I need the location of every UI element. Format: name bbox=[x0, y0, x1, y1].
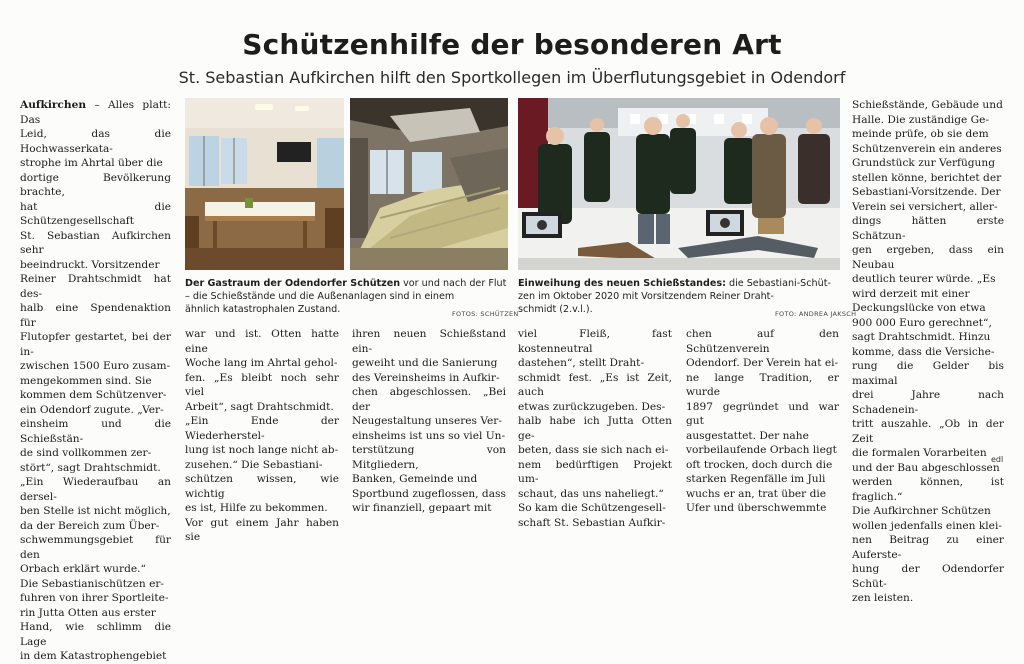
author-initials: edl bbox=[991, 455, 1004, 464]
subheadline: St. Sebastian Aufkirchen hilft den Sportkollegen im Überflutungsgebiet in Odendorf bbox=[178, 68, 846, 87]
caption-clubroom-text: vor und nach der Flut – die Schießstände und die Außenanlagen sind in einem ähnlich katastrophalen Zustand. bbox=[185, 278, 507, 315]
article-column-4: viel Fleiß, fast kostenneutral dastehen“, stellt Draht- schmidt fest. „Es ist Zeit, auch etwas zurückzugeben. Des- halb habe ich Jutta Otten ge- beten, dass sie sich nach ei- nem bedürftigen Projekt um- schaut, das uns naheliegt.“ So kam die Schützengesell- schaft St. Sebastian Aufkir- bbox=[518, 328, 672, 529]
dateline: Aufkirchen bbox=[20, 99, 87, 111]
photo-shooting-range-inauguration bbox=[518, 98, 840, 270]
photo-credit-left: FOTOS: SCHÜTZEN bbox=[452, 310, 519, 318]
headline: Schützenhilfe der besonderen Art bbox=[242, 28, 782, 61]
caption-inauguration-title: Einweihung des neuen Schießstandes: bbox=[518, 278, 726, 289]
photo-clubroom-after bbox=[350, 98, 508, 270]
article-column-6: Schießstände, Gebäude und Halle. Die zuständige Ge- meinde prüfe, ob sie dem Schützenverein ein anderes Grundstück zur Verfügung stellen könne, berichtet der Sebastiani-Vorsitzende. Der Verein sei versichert, aller- dings hätten erste Schätzun- gen ergeben, dass ein Neubau deutlich teurer würde. „Es wird derzeit mit einer Deckungslücke von etwa 900 000 Euro gerechnet“, sagt Drahtschmidt. Hinzu komme, dass die Versiche- rung die Gelder bis maximal drei Jahre nach Schadenein- tritt auszahle. „Ob in der Zeit die formalen Vorarbeiten und der Bau abgeschlossen werden können, ist fraglich.“ Die Aufkirchner Schützen wollen jedenfalls einen klei- nen Beitrag zu einer Auferste- hung der Odendorfer Schüt- zen leisten. bbox=[852, 99, 1004, 604]
caption-clubroom-title: Der Gastraum der Odendorfer Schützen bbox=[185, 278, 401, 289]
article-column-5: chen auf den Schützenverein Odendorf. Der Verein hat ei- ne lange Tradition, er wurde 1897 gegründet und war gut ausgestattet. Der nahe vorbeilaufende Orbach liegt oft trocken, doch durch die starken Regenfälle im Juli wuchs er an, trat über die Ufer und überschwemmte bbox=[686, 328, 839, 514]
article-column-3: ihren neuen Schießstand ein- geweiht und die Sanierung des Vereinsheims in Aufkir- chen abgeschlossen. „Bei der Neugestaltung unseres Ver- einsheims ist uns so viel Un- terstützung von Mitgliedern, Banken, Gemeinde und Sportbund zugeflossen, dass wir finanziell, gepaart mit bbox=[352, 328, 506, 514]
photo-clubroom-before bbox=[185, 98, 344, 270]
article-column-1 bbox=[20, 98, 171, 662]
column-1-text: – Alles platt: Das Leid, das die Hochwasserkata- strophe im Ahrtal über die dortige Bevölkerung brachte, hat die Schützengesellschaft St. Sebastian Aufkirchen sehr beeindruckt. Vorsitzender Reiner Drahtschmidt hat des- halb eine Spendenaktion für Flutopfer gestartet, bei der in- zwischen 1500 Euro zusam- mengekommen sind. Sie kommen dem Schützenver- ein Odendorf zugute. „Ver- einsheim und die Schießstän- de sind vollkommen zer- stört“, sagt Drahtschmidt. „Ein Wiederaufbau an dersel- ben Stelle ist nicht möglich, da der Bereich zum Über- schwemmungsgebiet für den Orbach erklärt wurde.“ Die Sebastianischützen er- fuhren von ihrer Sportleite- rin Jutta Otten aus erster Hand, wie schlimm die Lage in dem Katastrophengebiet bbox=[20, 99, 171, 662]
caption-inauguration-text: die Sebastiani-Schüt- zen im Oktober 2020 mit Vorsitzendem Reiner Draht- schmidt (2.v.l.). bbox=[518, 278, 831, 315]
article-column-2: war und ist. Otten hatte eine Woche lang im Ahrtal gehol- fen. „Es bleibt noch sehr viel Arbeit“, sagt Drahtschmidt. „Ein Ende der Wiederherstel- lung ist noch lange nicht ab- zusehen.“ Die Sebastiani- schützen wissen, wie wichtig es ist, Hilfe zu bekommen. Vor gut einem Jahr haben sie bbox=[185, 328, 339, 543]
photo-credit-right: FOTO: ANDREA JAKSCH bbox=[775, 310, 857, 318]
